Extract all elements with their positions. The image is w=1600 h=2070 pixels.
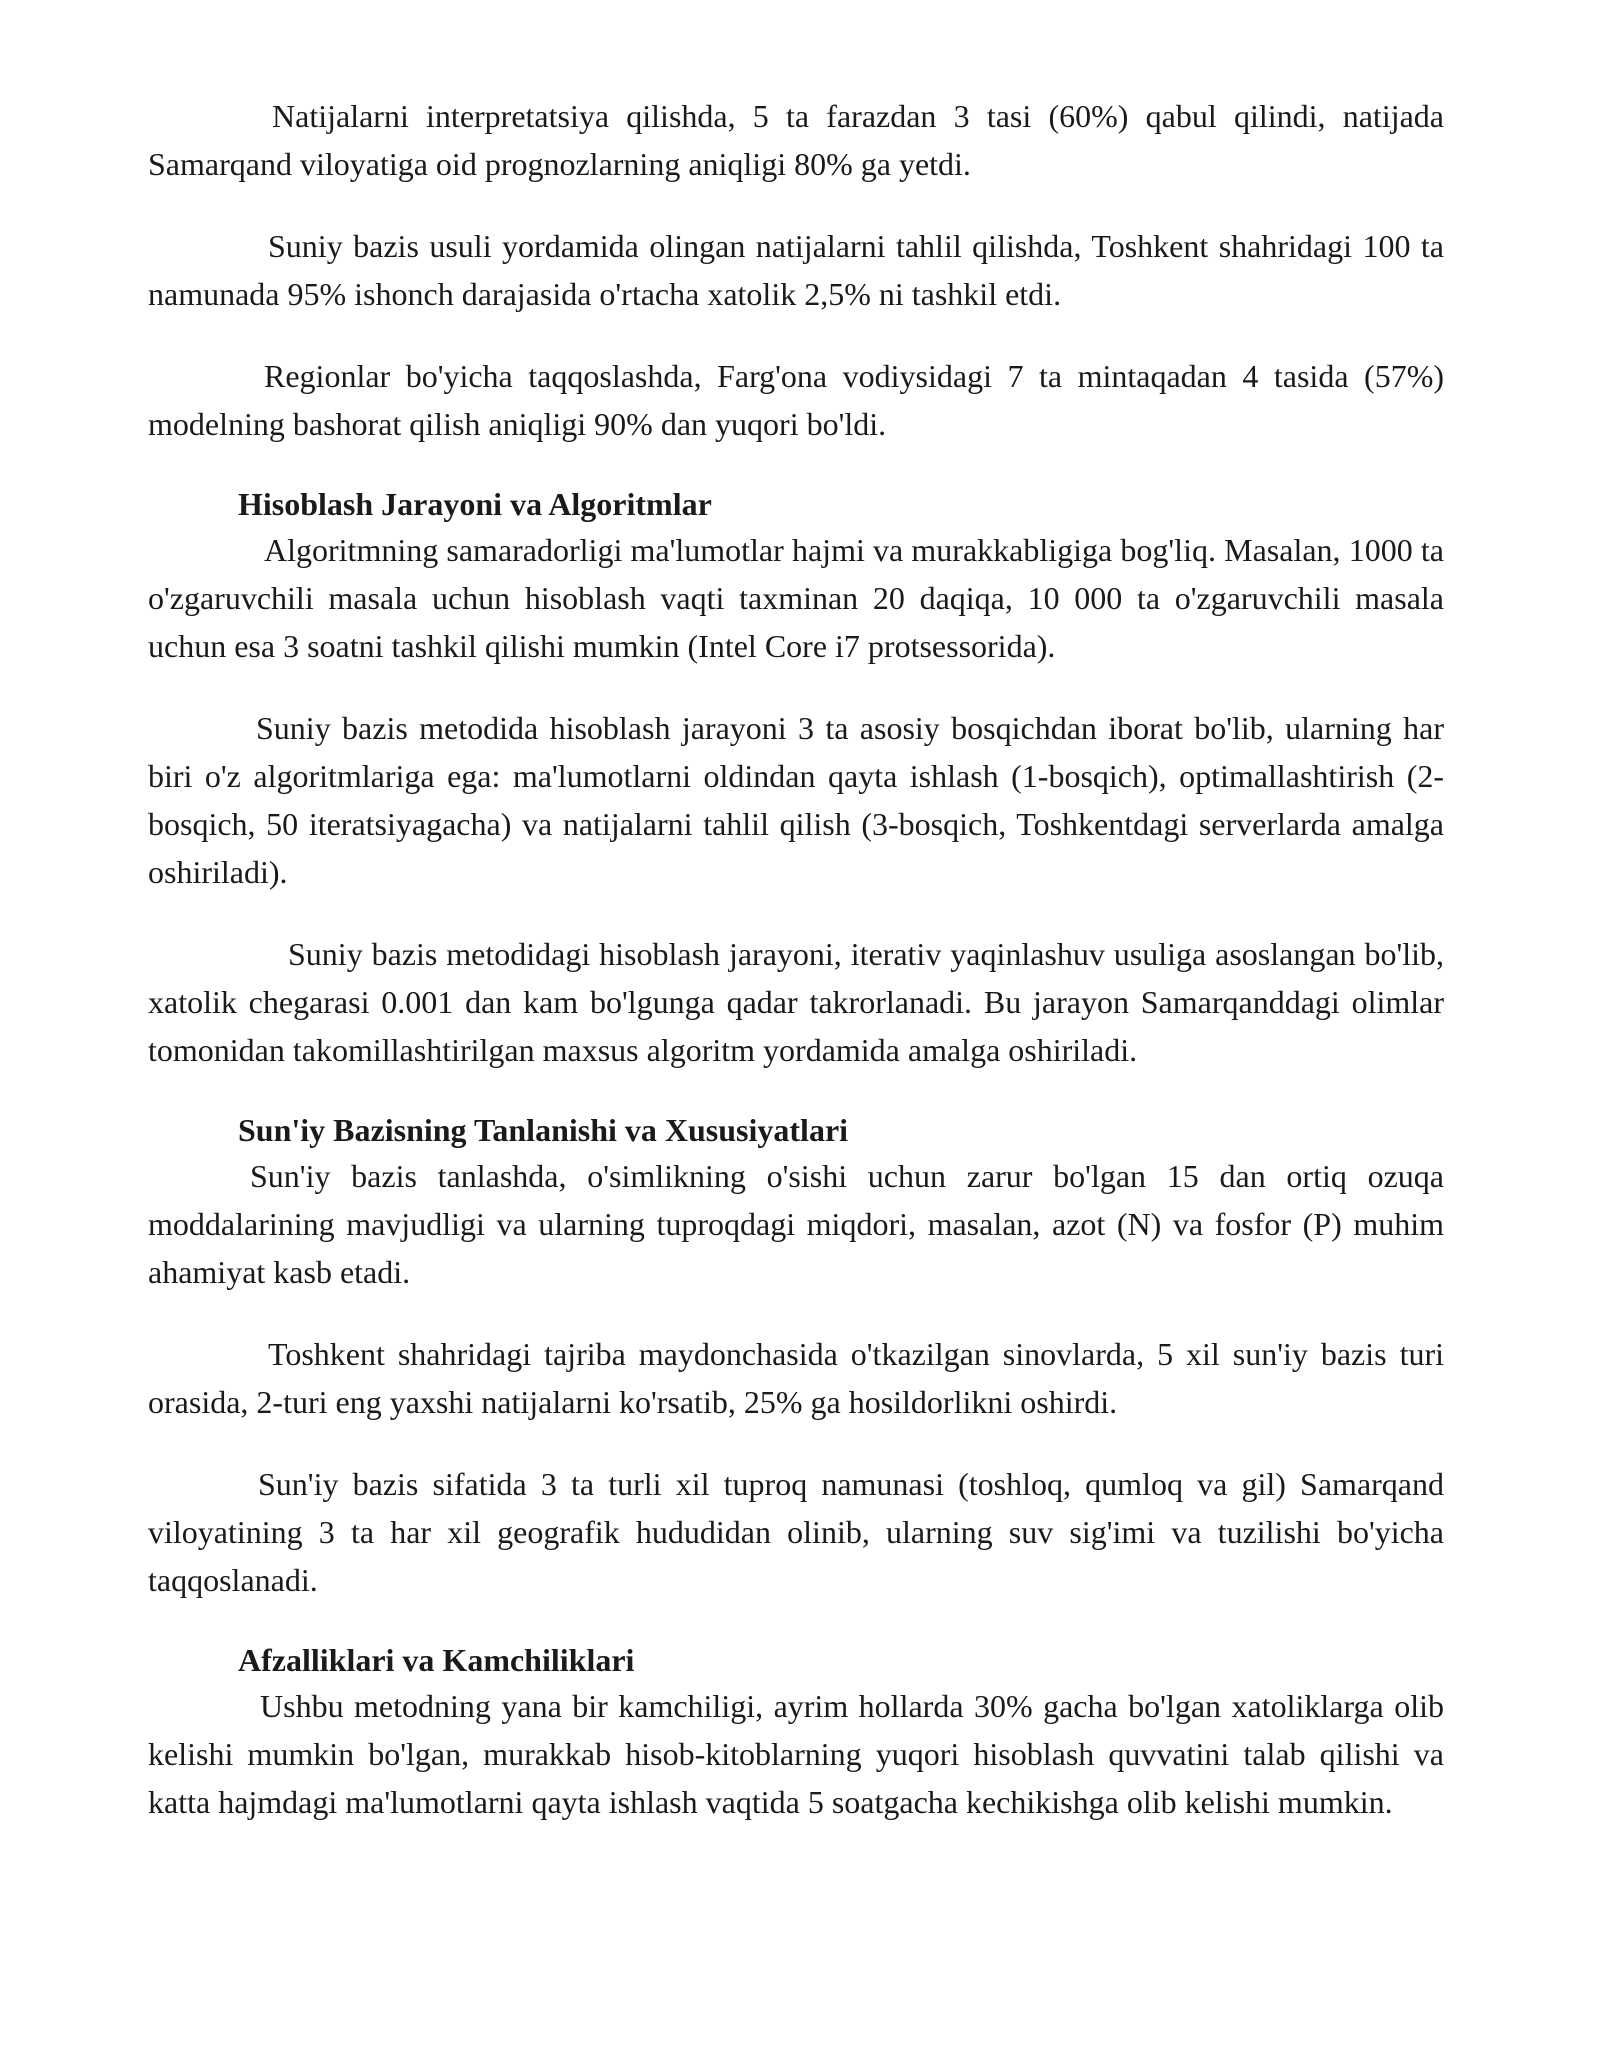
paragraph-computation-stages: Suniy bazis metodida hisoblash jarayoni 3 ta asosiy bosqichdan iborat bo'lib, ularning har biri o'z algoritmlariga ega: ma'lumotlarni oldindan qayta ishlash (1-bosqich), optimallashtirish (2-bosqich, 50 iteratsiyagacha) va natijalarni tahlil qilish (3-bosqich, Toshkentdagi serverlarda amalga oshiriladi). <box>148 710 1444 890</box>
paragraph-soil-samples: Sun'iy bazis sifatida 3 ta turli xil tuproq namunasi (toshloq, qumloq va gil) Samarqand viloyatining 3 ta har xil geografik hududidan olinib, ularning suv sig'imi va tuzilishi bo'yicha taqqoslanadi. <box>148 1466 1444 1598</box>
paragraph-artificial-basis-results: Suniy bazis usuli yordamida olingan natijalarni tahlil qilishda, Toshkent shahridagi 100 ta namunada 95% ishonch darajasida o'rtacha xatolik 2,5% ni tashkil etdi. <box>148 228 1444 312</box>
document-page <box>148 92 1444 1826</box>
section-heading-computation: Hisoblash Jarayoni va Algoritmlar <box>238 486 712 522</box>
paragraph-interpretation: Natijalarni interpretatsiya qilishda, 5 ta farazdan 3 tasi (60%) qabul qilindi, natijada Samarqand viloyatiga oid prognozlarning aniqligi 80% ga yetdi. <box>148 98 1444 182</box>
paragraph-iterative-approach: Suniy bazis metodidagi hisoblash jarayoni, iterativ yaqinlashuv usuliga asoslangan bo'lib, xatolik chegarasi 0.001 dan kam bo'lgunga qadar takrorlanadi. Bu jarayon Samarqanddagi olimlar tomonidan takomillashtirilgan maxsus algoritm yordamida amalga oshiriladi. <box>148 936 1444 1068</box>
paragraph-regional-comparison: Regionlar bo'yicha taqqoslashda, Farg'ona vodiysidagi 7 ta mintaqadan 4 tasida (57%) modelning bashorat qilish aniqligi 90% dan yuqori bo'ldi. <box>148 358 1444 442</box>
paragraph-method-drawbacks: Ushbu metodning yana bir kamchiligi, ayrim hollarda 30% gacha bo'lgan xatoliklarga olib kelishi mumkin bo'lgan, murakkab hisob-kitoblarning yuqori hisoblash quvvatini talab qilishi va katta hajmdagi ma'lumotlarni qayta ishlash vaqtida 5 soatgacha kechikishga olib kelishi mumkin. <box>148 1688 1444 1820</box>
paragraph-algorithm-efficiency: Algoritmning samaradorligi ma'lumotlar hajmi va murakkabligiga bog'liq. Masalan, 1000 ta o'zgaruvchili masala uchun hisoblash vaqti taxminan 20 daqiqa, 10 000 ta o'zgaruvchili masala uchun esa 3 soatni tashkil qilishi mumkin (Intel Core i7 protsessorida). <box>148 532 1444 664</box>
paragraph-tashkent-trials: Toshkent shahridagi tajriba maydonchasida o'tkazilgan sinovlarda, 5 xil sun'iy bazis turi orasida, 2-turi eng yaxshi natijalarni ko'rsatib, 25% ga hosildorlikni oshirdi. <box>148 1336 1444 1420</box>
section-heading-pros-cons: Afzalliklari va Kamchiliklari <box>238 1642 635 1678</box>
paragraph-basis-nutrients: Sun'iy bazis tanlashda, o'simlikning o'sishi uchun zarur bo'lgan 15 dan ortiq ozuqa moddalarining mavjudligi va ularning tuproqdagi miqdori, masalan, azot (N) va fosfor (P) muhim ahamiyat kasb etadi. <box>148 1158 1444 1290</box>
section-heading-basis-selection: Sun'iy Bazisning Tanlanishi va Xususiyatlari <box>238 1112 849 1148</box>
